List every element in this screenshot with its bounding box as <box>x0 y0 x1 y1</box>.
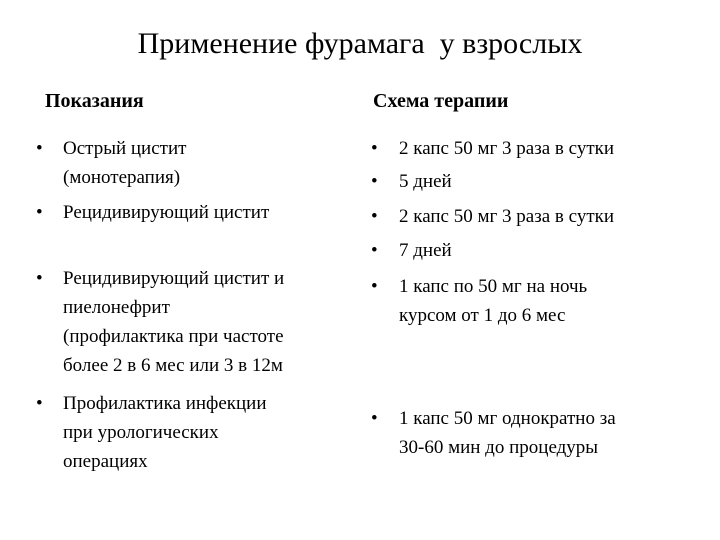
indication-text: Рецидивирующий цистит <box>63 202 270 223</box>
bullet-icon: • <box>36 138 43 159</box>
indication-text: Профилактика инфекции при урологических операциях <box>63 393 267 472</box>
bullet-icon: • <box>371 240 378 261</box>
therapy-text: 1 капс по 50 мг на ночь курсом от 1 до 6 мес <box>399 276 588 326</box>
indications-heading: Показания <box>40 90 144 112</box>
bullet-icon: • <box>371 138 378 159</box>
therapy-text: 2 капс 50 мг 3 раза в сутки <box>399 138 615 159</box>
bullet-icon: • <box>36 268 43 289</box>
therapy-scheme-heading: Схема терапии <box>373 90 509 112</box>
bullet-icon: • <box>371 171 378 192</box>
therapy-text: 7 дней <box>399 240 452 261</box>
therapy-text: 2 капс 50 мг 3 раза в сутки <box>399 206 615 227</box>
bullet-icon: • <box>371 206 378 227</box>
indication-text: Рецидивирующий цистит и пиелонефрит (профилактика при частоте более 2 в 6 мес или 3 в 12м <box>63 268 285 376</box>
indication-text: Острый цистит (монотерапия) <box>63 138 187 188</box>
bullet-icon: • <box>36 393 43 414</box>
bullet-icon: • <box>371 408 378 429</box>
therapy-text: 5 дней <box>399 171 452 192</box>
therapy-text: 1 капс 50 мг однократно за 30-60 мин до процедуры <box>399 408 616 458</box>
bullet-icon: • <box>371 276 378 297</box>
bullet-icon: • <box>36 202 43 223</box>
slide-title: Применение фурамага у взрослых <box>137 27 583 60</box>
